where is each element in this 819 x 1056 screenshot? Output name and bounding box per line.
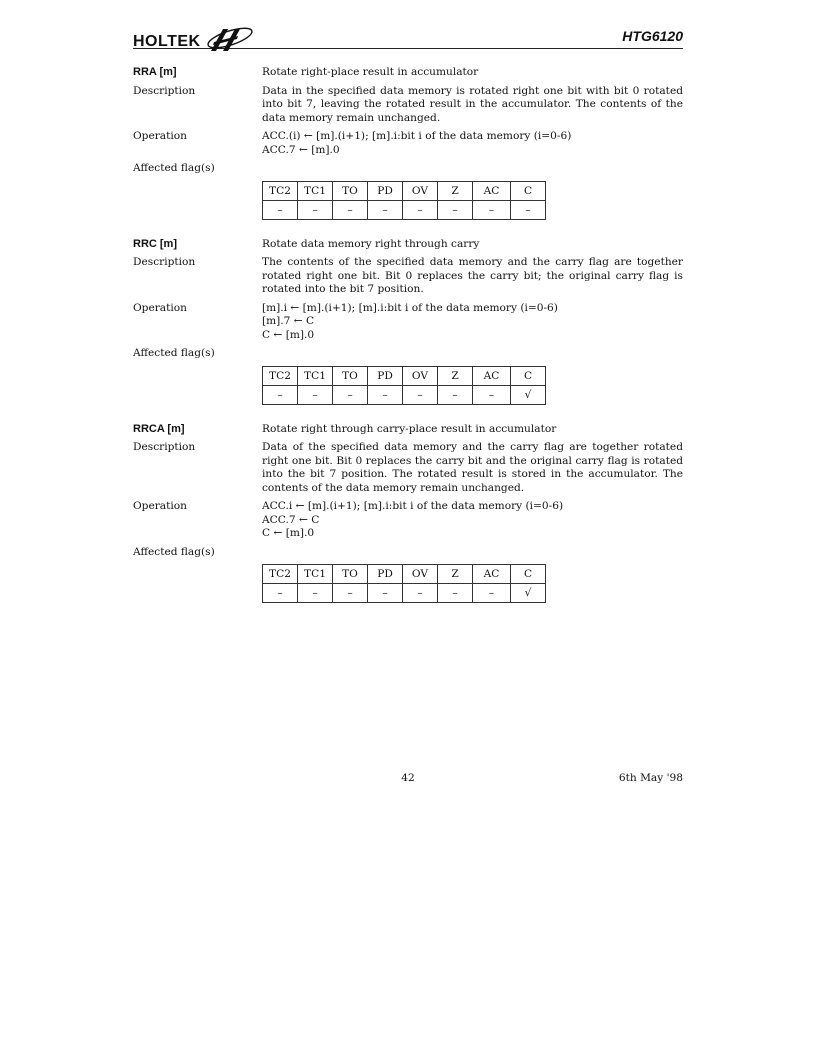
instruction-title: RRC [m]: [133, 237, 177, 250]
instruction-description: The contents of the specified data memory and the carry flag are together rotated right one bit. Bit 0 replaces the carry bit; the original carry flag is rotated into the bit 7 position.: [262, 256, 683, 295]
operation-line: ACC.7 ← C: [262, 513, 320, 526]
description-label: Description: [133, 441, 196, 453]
flag-value: –: [333, 385, 368, 404]
flag-value: –: [298, 385, 333, 404]
document-id: HTG6120: [622, 28, 683, 44]
flag-header: PD: [368, 181, 403, 200]
operation-line: ACC.7 ← [m].0: [262, 143, 340, 156]
company-logo: [133, 25, 255, 58]
flag-value: –: [333, 200, 368, 219]
affected-flags-label: Affected flag(s): [133, 545, 215, 558]
operation-label: Operation: [133, 301, 187, 314]
flag-value: –: [473, 200, 511, 219]
flag-value: –: [368, 584, 403, 603]
instruction-section: [133, 66, 683, 220]
company-name: HOLTEK: [133, 32, 201, 50]
holtek-double-h-icon: [203, 25, 255, 58]
flag-value: –: [473, 385, 511, 404]
flag-value: –: [333, 584, 368, 603]
affected-flags-table: [262, 366, 546, 405]
flag-value: –: [368, 200, 403, 219]
flag-value: –: [511, 200, 546, 219]
page-header: [133, 22, 683, 49]
affected-flags-label: Affected flag(s): [133, 347, 215, 359]
flag-header: AC: [473, 366, 511, 385]
flag-header: TO: [333, 366, 368, 385]
flag-value: –: [438, 200, 473, 219]
instruction-operation: [262, 130, 683, 157]
flag-header: TC2: [263, 565, 298, 584]
affected-flags-label: Affected flag(s): [133, 162, 215, 174]
flag-value: –: [368, 385, 403, 404]
flag-header: AC: [473, 565, 511, 584]
flag-header: TO: [333, 181, 368, 200]
flag-header: Z: [438, 181, 473, 200]
flag-value: –: [403, 385, 438, 404]
instruction-title: RRA [m]: [133, 66, 177, 78]
flag-value: –: [263, 584, 298, 603]
flag-header: PD: [368, 366, 403, 385]
instruction-description: Data in the specified data memory is rotated right one bit with bit 0 rotated into bit 7, leaving the rotated result in the accumulator. The contents of the data memory remain unchanged.: [262, 84, 683, 124]
flag-value: –: [473, 584, 511, 603]
flag-header: TO: [333, 565, 368, 584]
flag-value: √: [511, 584, 546, 603]
description-label: Description: [133, 256, 196, 268]
flag-header: TC1: [298, 366, 333, 385]
flag-header: OV: [403, 565, 438, 584]
flag-value: –: [438, 385, 473, 404]
flag-header: C: [511, 366, 546, 385]
flag-header: OV: [403, 366, 438, 385]
flag-header: Z: [438, 366, 473, 385]
flag-value: √: [511, 385, 546, 404]
flag-header: Z: [438, 565, 473, 584]
instruction-summary: Rotate right through carry-place result in accumulator: [262, 422, 557, 435]
flag-value: –: [438, 584, 473, 603]
instruction-summary: Rotate right-place result in accumulator: [262, 66, 479, 78]
operation-line: ACC.(i) ← [m].(i+1); [m].i:bit i of the data memory (i=0-6): [262, 130, 572, 142]
flag-value: –: [298, 584, 333, 603]
flag-value: –: [263, 385, 298, 404]
affected-flags-table: [262, 181, 546, 220]
flag-header: PD: [368, 565, 403, 584]
flag-header: OV: [403, 181, 438, 200]
instruction-description: Data of the specified data memory and the carry flag are together rotated right one bit. Bit 0 replaces the carry bit and the original carry flag is rotated into the bit 7 position. The rotated result is stored in the accumulator. The contents of the data memory remain unchanged.: [262, 441, 683, 494]
operation-line: [m].7 ← C: [262, 315, 315, 327]
flag-value: –: [298, 200, 333, 219]
flag-header: C: [511, 181, 546, 200]
instruction-summary: Rotate data memory right through carry: [262, 237, 480, 250]
operation-line: [m].i ← [m].(i+1); [m].i:bit i of the data memory (i=0-6): [262, 301, 558, 314]
revision-date: 6th May '98: [618, 772, 683, 784]
page-number: 42: [401, 772, 415, 784]
instruction-operation: [262, 302, 683, 343]
instruction-section: [133, 423, 683, 604]
operation-line: C ← [m].0: [262, 328, 315, 341]
instruction-content: [133, 66, 683, 621]
flag-header: TC2: [263, 366, 298, 385]
flag-value: –: [263, 200, 298, 219]
operation-line: C ← [m].0: [262, 527, 315, 539]
instruction-operation: [262, 500, 683, 541]
flag-header: TC1: [298, 181, 333, 200]
instruction-section: [133, 238, 683, 405]
description-label: Description: [133, 84, 196, 97]
flag-header: C: [511, 565, 546, 584]
flag-value: –: [403, 584, 438, 603]
flag-value: –: [403, 200, 438, 219]
affected-flags-table: [262, 564, 546, 603]
flag-header: TC1: [298, 565, 333, 584]
instruction-title: RRCA [m]: [133, 422, 185, 435]
operation-line: ACC.i ← [m].(i+1); [m].i:bit i of the data memory (i=0-6): [262, 500, 564, 512]
flag-header: TC2: [263, 181, 298, 200]
operation-label: Operation: [133, 500, 187, 512]
flag-header: AC: [473, 181, 511, 200]
operation-label: Operation: [133, 130, 187, 142]
